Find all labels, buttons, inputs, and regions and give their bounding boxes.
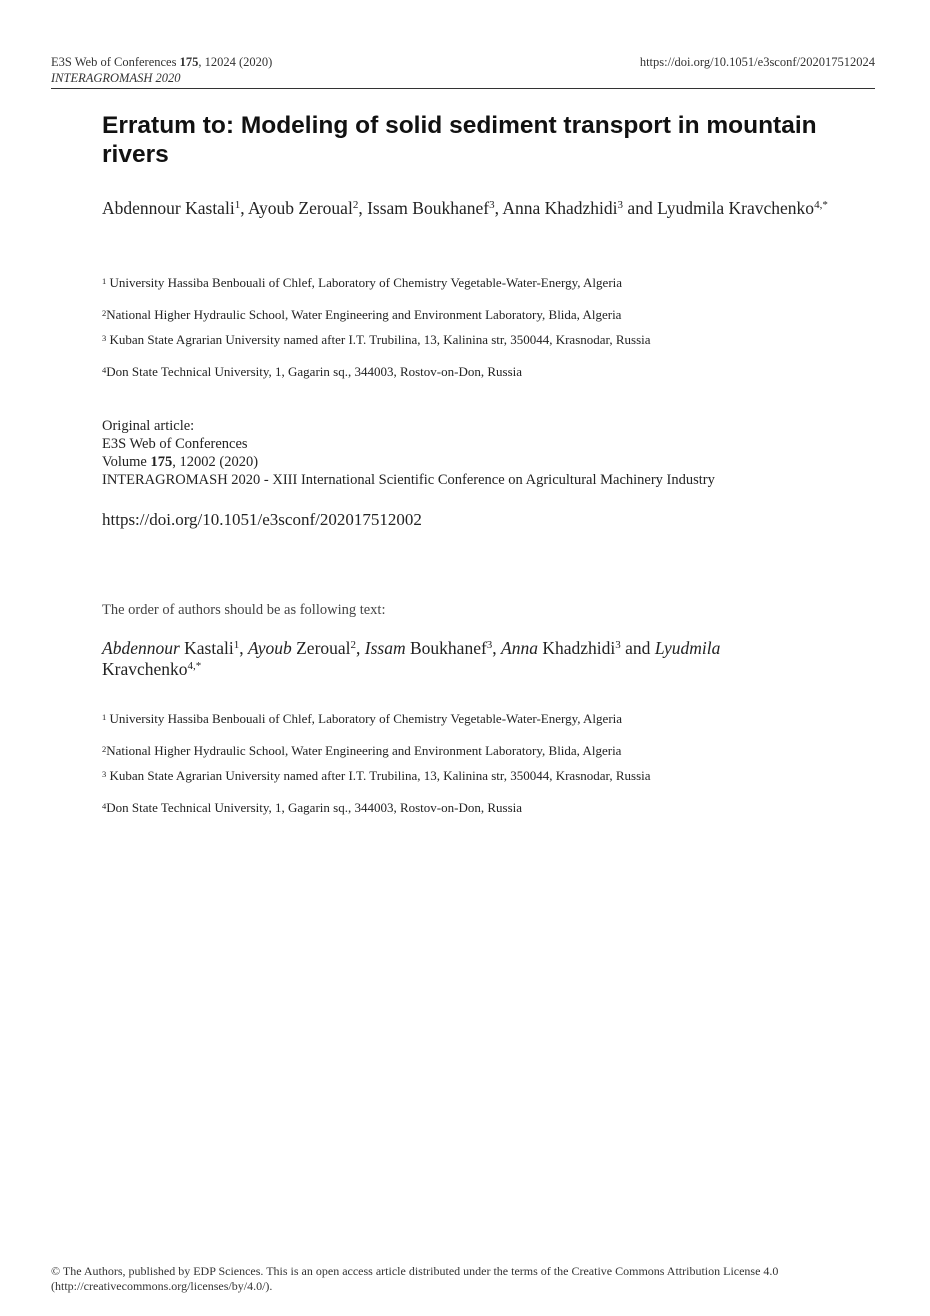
affiliation-text: Don State Technical University, 1, Gagarin sq., 344003, Rostov-on-Don, Russia	[106, 364, 523, 379]
author-name: Anna Khadzhidi	[502, 198, 618, 218]
affiliation-sup: 1	[102, 712, 107, 722]
author-name: Abdennour Kastali	[102, 198, 235, 218]
affiliation-item	[102, 332, 862, 348]
article-number: , 12024 (2020)	[198, 55, 273, 69]
author-conjunction: and	[623, 198, 658, 218]
header-doi-link[interactable]: https://doi.org/10.1051/e3sconf/202017512024	[639, 55, 875, 69]
affiliation-sup: 4	[102, 365, 107, 375]
author-family-name: Kastali	[179, 638, 234, 658]
author-family-name: Kravchenko	[102, 659, 188, 679]
conference-name: INTERAGROMASH 2020	[51, 71, 181, 85]
author-given-name: Ayoub	[247, 638, 292, 658]
journal-citation	[51, 54, 272, 70]
affiliation-text: Kuban State Agrarian University named after I.T. Trubilina, 13, Kalinina str, 350044, Krasnodar, Russia	[106, 332, 651, 347]
affiliation-text: Kuban State Agrarian University named after I.T. Trubilina, 13, Kalinina str, 350044, Krasnodar, Russia	[106, 768, 651, 783]
author-separator: ,	[356, 638, 365, 658]
affiliation-text: University Hassiba Benbouali of Chlef, Laboratory of Chemistry Vegetable-Water-Energy, Algeria	[106, 275, 623, 290]
author-separator: ,	[239, 638, 248, 658]
author-affiliation-sup: 3	[489, 199, 495, 211]
affiliation-item	[102, 711, 862, 727]
affiliation-item	[102, 768, 862, 784]
volume-prefix: Volume	[102, 454, 151, 470]
author-name: Ayoub Zeroual	[247, 198, 353, 218]
author-given-name: Issam	[364, 638, 406, 658]
license-link[interactable]: (http://creativecommons.org/licenses/by/4.0/).	[51, 1279, 273, 1293]
original-article-block	[102, 417, 862, 489]
author-list-corrected	[102, 638, 862, 680]
author-affiliation-sup: 4,*	[814, 199, 828, 211]
journal-name: E3S Web of Conferences	[51, 55, 180, 69]
author-affiliation-sup: 3	[486, 639, 493, 651]
author-affiliation-sup: 2	[350, 639, 357, 651]
author-given-name: Lyudmila	[654, 638, 721, 658]
author-name: Lyudmila Kravchenko	[657, 198, 815, 218]
author-family-name: Zeroual	[291, 638, 351, 658]
journal-volume: 175	[179, 55, 199, 69]
affiliation-sup: 2	[102, 744, 107, 754]
running-header-left	[51, 54, 272, 86]
affiliation-item	[102, 364, 862, 380]
author-name: Issam Boukhanef	[367, 198, 490, 218]
affiliation-text: University Hassiba Benbouali of Chlef, Laboratory of Chemistry Vegetable-Water-Energy, Algeria	[106, 711, 623, 726]
affiliation-item	[102, 275, 862, 291]
correction-note: The order of authors should be as following text:	[102, 602, 386, 618]
author-family-name: Khadzhidi	[538, 638, 616, 658]
author-affiliation-sup: 2	[352, 199, 359, 211]
affiliation-sup: 2	[102, 308, 107, 318]
affiliation-sup: 3	[102, 769, 107, 779]
original-volume	[102, 453, 862, 471]
affiliation-text: National Higher Hydraulic School, Water Engineering and Environment Laboratory, Blida, Algeria	[106, 307, 622, 322]
affiliation-text: Don State Technical University, 1, Gagarin sq., 344003, Rostov-on-Don, Russia	[106, 800, 523, 815]
author-affiliation-sup: 1	[234, 199, 241, 211]
author-separator: ,	[358, 198, 368, 218]
affiliation-item	[102, 800, 862, 816]
original-article-label: Original article:	[102, 418, 195, 434]
original-doi-link[interactable]: https://doi.org/10.1051/e3sconf/202017512002	[102, 510, 422, 529]
author-conjunction: and	[620, 638, 655, 658]
license-footer	[51, 1264, 881, 1294]
author-affiliation-sup: 3	[617, 199, 624, 211]
affiliation-sup: 3	[102, 333, 107, 343]
original-conference: INTERAGROMASH 2020 - XIII International Scientific Conference on Agricultural Machinery Industry	[102, 472, 715, 488]
volume-number: 175	[150, 454, 173, 470]
author-affiliation-sup: 3	[615, 639, 621, 651]
affiliation-sup: 1	[102, 276, 107, 286]
affiliation-sup: 4	[102, 801, 107, 811]
author-family-name: Boukhanef	[405, 638, 487, 658]
affiliation-text: National Higher Hydraulic School, Water Engineering and Environment Laboratory, Blida, Algeria	[106, 743, 622, 758]
author-given-name: Abdennour	[102, 638, 180, 658]
author-separator: ,	[240, 198, 248, 218]
author-list-original	[102, 198, 862, 219]
volume-suffix: , 12002 (2020)	[172, 454, 259, 470]
paper-title: Erratum to: Modeling of solid sediment transport in mountain rivers	[102, 112, 817, 168]
license-text: © The Authors, published by EDP Sciences. This is an open access article distributed under the terms of the Creative Commons Attribution License 4.0	[51, 1264, 779, 1278]
affiliation-item	[102, 307, 862, 323]
original-journal: E3S Web of Conferences	[102, 436, 248, 452]
affiliation-item	[102, 743, 862, 759]
header-divider	[51, 88, 875, 89]
author-given-name: Anna	[501, 638, 538, 658]
author-separator: ,	[494, 198, 503, 218]
author-separator: ,	[492, 638, 502, 658]
author-affiliation-sup: 4,*	[187, 660, 202, 672]
author-affiliation-sup: 1	[233, 639, 240, 651]
